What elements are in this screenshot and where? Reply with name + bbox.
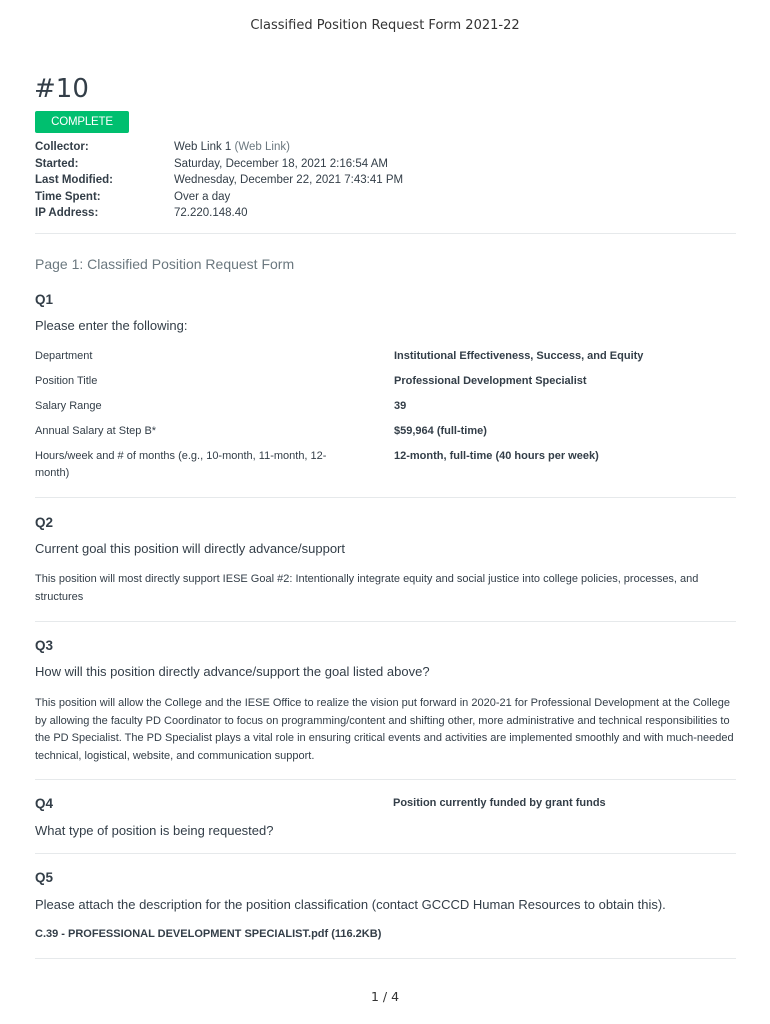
modified-value: Wednesday, December 22, 2021 7:43:41 PM	[174, 174, 404, 186]
q2-number: Q2	[35, 515, 54, 530]
q1-text: Please enter the following:	[35, 318, 188, 333]
q1-row-value: 39	[394, 400, 407, 412]
meta-row-started	[35, 156, 403, 173]
divider	[35, 853, 736, 854]
q1-row-value: Professional Development Specialist	[394, 375, 587, 387]
q1-row-value: Institutional Effectiveness, Success, and Equity	[394, 350, 644, 362]
collector-type: (Web Link)	[234, 141, 290, 153]
meta-row-ip	[35, 205, 403, 222]
q1-row-label: Salary Range	[35, 400, 102, 412]
q4-number: Q4	[35, 796, 54, 811]
q1-row-label: Department	[35, 350, 93, 362]
status-badge: COMPLETE	[35, 111, 129, 133]
divider	[35, 621, 736, 622]
q1-row-label: Hours/week and # of months (e.g., 10-month, 11-month, 12-month)	[35, 450, 327, 479]
meta-row-modified	[35, 172, 403, 189]
ip-value: 72.220.148.40	[174, 207, 248, 219]
q3-answer: This position will allow the College and the IESE Office to realize the vision put forward in 2020-21 for Professional Development at the College by allowing the faculty PD Coordinator to focus on programming/content and shifting other, more administrative and technical responsibilities to the PD Specialist. The PD Specialist plays a vital role in ensuring critical events and activities are implemented smoothly and with much-needed technical, logistical, website, and communication support.	[35, 697, 734, 762]
meta-row-time	[35, 189, 403, 206]
q4-answer: Position currently funded by grant funds	[393, 797, 606, 809]
q1-number: Q1	[35, 292, 54, 307]
q3-text: How will this position directly advance/support the goal listed above?	[35, 664, 430, 679]
q4-text: What type of position is being requested?	[35, 823, 274, 838]
modified-label: Last Modified:	[35, 174, 113, 186]
q5-text: Please attach the description for the position classification (contact GCCCD Human Resources to obtain this).	[35, 897, 666, 912]
q3-number: Q3	[35, 638, 54, 653]
divider	[35, 779, 736, 780]
ip-label: IP Address:	[35, 207, 99, 219]
meta-row-collector	[35, 139, 403, 156]
q2-answer: This position will most directly support IESE Goal #2: Intentionally integrate equity and social justice into college policies, processes, and structures	[35, 573, 699, 603]
q1-row-value: 12-month, full-time (40 hours per week)	[394, 450, 599, 462]
collector-name: Web Link 1	[174, 141, 232, 153]
collector-label: Collector:	[35, 141, 89, 153]
q5-file-attachment[interactable]: C.39 - PROFESSIONAL DEVELOPMENT SPECIALIST.pdf (116.2KB)	[35, 928, 382, 940]
q1-row-label: Position Title	[35, 375, 98, 387]
time-spent-value: Over a day	[174, 190, 231, 203]
started-value: Saturday, December 18, 2021 2:16:54 AM	[174, 157, 388, 170]
time-spent-label: Time Spent:	[35, 190, 101, 203]
q1-row-value: $59,964 (full-time)	[394, 425, 487, 437]
divider	[35, 958, 736, 959]
started-label: Started:	[35, 157, 79, 170]
document-title: Classified Position Request Form 2021-22	[250, 18, 520, 33]
divider	[35, 233, 736, 234]
q5-number: Q5	[35, 870, 54, 885]
page-indicator: 1 / 4	[370, 989, 400, 1004]
response-metadata	[35, 139, 403, 222]
q1-row-label: Annual Salary at Step B*	[35, 425, 157, 437]
divider	[35, 497, 736, 498]
response-number: #10	[34, 74, 89, 104]
q2-text: Current goal this position will directly advance/support	[35, 541, 345, 556]
page-label: Page 1: Classified Position Request Form	[35, 256, 295, 272]
collector-value	[174, 139, 290, 156]
